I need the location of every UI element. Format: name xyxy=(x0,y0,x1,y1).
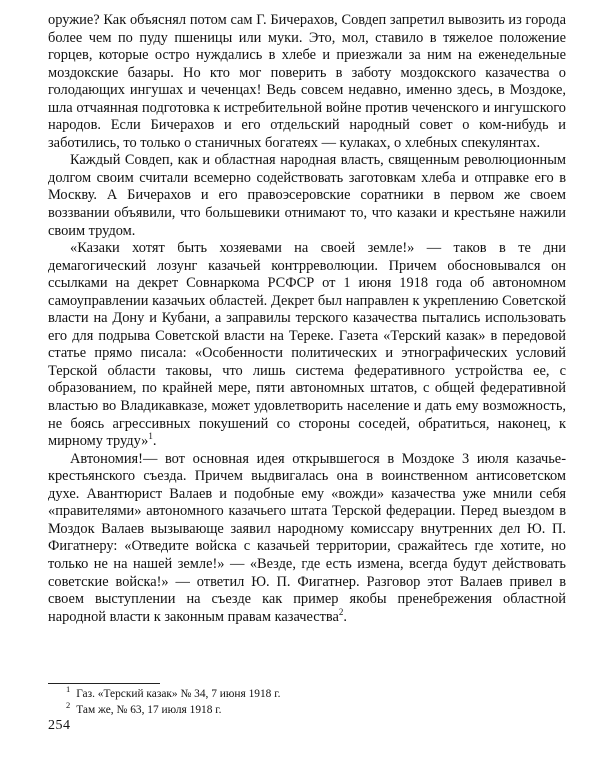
footnotes xyxy=(66,686,566,718)
footnote-1: $^1$ Газ. «Терский казак» № 34, 7 июня 1918 г. xyxy=(66,684,281,700)
main-text xyxy=(48,12,566,626)
footnote-divider xyxy=(48,683,160,684)
footnote-ref-2: 2 xyxy=(338,606,344,617)
paragraph-3: «Казаки хотят быть хозяевами на своей земле!» — таков в те дни демагогический лозунг казачьей контрреволюции. Причем обосновывался он ссылками на декрет Совнаркома РСФСР от 1 июня 1918 года об автономном самоуправлении казачьих областей. Декрет был направлен к укреплению Советской власти на Дону и Кубани, а заправилы терского казачества пытались использовать его для подрыва Советской власти на Тереке. Газета «Терский казак» в передовой статье прямо писала: «Особенности политических и этнографических условий Терской области таковы, что лишь система федеративного устройства ее, с образованием, по крайней мере, пяти автономных штатов, с общей федеративной властью во Владикавказе, может удовлетворить население и дать ему возможность, не боясь агрессивных покушений со стороны соседей, обратиться, наконец, к мирному труду»$^1$. xyxy=(48,240,566,450)
footnote-2: $^2$ Там же, № 63, 17 июля 1918 г. xyxy=(66,700,222,716)
paragraph-4: Автономия!— вот основная идея открывшегося в Моздоке 3 июля казачье-крестьянского съезда. Причем выдвигалась она в воинственном антисоветском духе. Авантюрист Валаев и подобные ему «вожди» казачества уже мнили себя «правителями» автономного казачьего штата Терской федерации. Перед выездом в Моздок Валаев вызывающе заявил народному комиссару внутренних дел Ю. П. Фигатнеру: «Отведите войска с казачьей территории, сражайтесь где хотите, но только не на нашей земле!» — «Везде, где есть измена, всегда будут действовать советские войска!» — ответил Ю. П. Фигатнер. Разговор этот Валаев привел в своем выступлении на съезде как пример якобы пренебрежения областной народной власти к законным правам казачества$^2$. xyxy=(48,450,566,625)
paragraph-2: Каждый Совдеп, как и областная народная власть, священным революционным долгом своим считали всемерно содействовать заготовкам хлеба и отправке его в Москву. А Бичерахов и его правоэсеровские соратники в первом же своем воззвании объявили, что большевики отнимают то, что казаки и крестьяне нажили своим трудом. xyxy=(48,152,566,239)
paragraph-1: оружие? Как объяснял потом сам Г. Бичерахов, Совдеп запретил вывозить из города более чем по пуду пшеницы или муки. Это, мол, ставило в тяжелое положение горцев, которые остро нуждались в хлебе и приезжали за ним на еженедельные моздокские базары. Но кто мог поверить в заботу моздокского казачества о голодающих ингушах и чеченцах! Ведь совсем недавно, именно здесь, в Моздоке, шла отчаянная подготовка к истребительной войне против чеченского и ингушского народов. Если Бичерахов и его отдельский народный совет о ком-нибудь и заботились, то только о станичных богатеях — кулаках, о хлебных спекулянтах. xyxy=(48,12,566,151)
page-number: 254 xyxy=(48,718,71,733)
footnote-ref-1: 1 xyxy=(148,431,153,442)
